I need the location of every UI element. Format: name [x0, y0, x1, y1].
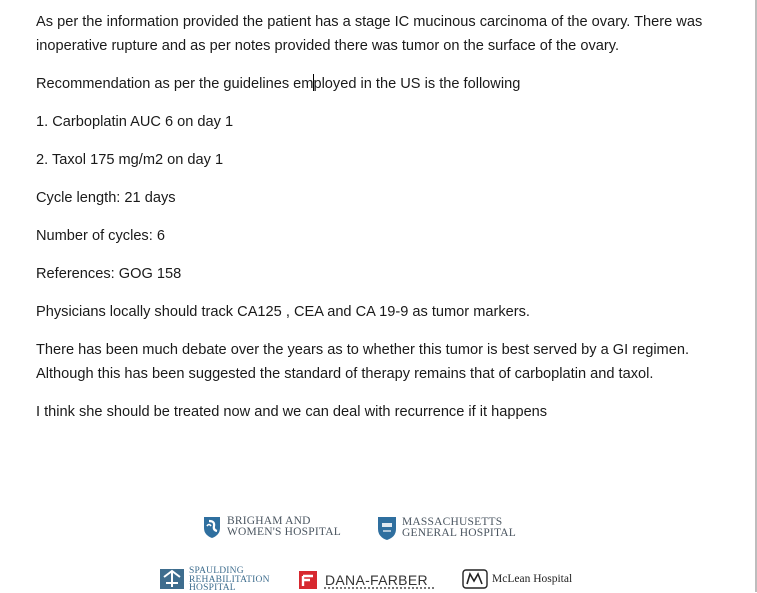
brigham-logo	[201, 515, 341, 539]
paragraph-item-2: 2. Taxol 175 mg/m2 on day 1	[36, 152, 224, 168]
recommendation-text-start: Recommendation as per the guidelines em	[36, 76, 314, 92]
mclean-icon	[462, 569, 488, 589]
dana-farber-logo	[297, 570, 428, 590]
mclean-logo	[462, 569, 572, 589]
dana-farber-icon	[297, 570, 319, 590]
paragraph-references: References: GOG 158	[36, 266, 182, 282]
spaulding-line-2: REHABILITATION	[189, 574, 270, 585]
paragraph-tumor-markers: Physicians locally should track CA125 , CEA and CA 19-9 as tumor markers.	[36, 304, 530, 320]
spaulding-icon	[158, 567, 186, 591]
mgh-line-2: GENERAL HOSPITAL	[402, 527, 516, 539]
spaulding-logo-text	[189, 567, 270, 593]
paragraph-number-of-cycles: Number of cycles: 6	[36, 228, 165, 244]
document-body	[36, 10, 726, 424]
paragraph-recommendation	[36, 72, 726, 96]
spaulding-line-3: HOSPITAL	[189, 583, 236, 593]
brigham-line-1: BRIGHAM AND	[227, 515, 311, 527]
paragraph-debate: There has been much debate over the years as to whether this tumor is best served by a GI regimen. Although this has been suggested the standard of therapy remains that of carboplatin and taxol.	[36, 342, 689, 382]
spaulding-line-1: SPAULDING	[189, 566, 244, 576]
mgh-shield-icon	[376, 515, 398, 541]
paragraph-cycle-length: Cycle length: 21 days	[36, 190, 176, 206]
brigham-line-2: WOMEN'S HOSPITAL	[227, 526, 341, 538]
spaulding-logo	[158, 567, 270, 593]
brigham-logo-text	[227, 516, 341, 538]
mgh-logo-text	[402, 517, 516, 539]
mclean-name: McLean Hospital	[492, 573, 573, 585]
paragraph-item-1: 1. Carboplatin AUC 6 on day 1	[36, 114, 234, 130]
paragraph-closing: I think she should be treated now and we can deal with recurrence if it happens	[36, 404, 548, 420]
brigham-shield-icon	[201, 515, 223, 539]
mgh-logo	[376, 515, 516, 541]
mgh-line-1: MASSACHUSETTS	[402, 516, 503, 528]
dana-farber-subtitle-divider	[324, 587, 434, 593]
recommendation-text-end: ployed in the US is the following	[313, 76, 521, 92]
paragraph-intro: As per the information provided the patient has a stage IC mucinous carcinoma of the ovary. There was inoperative rupture and as per notes provided there was tumor on the surface of the ovary.	[36, 14, 703, 54]
dana-farber-name: DANA-FARBER	[325, 572, 428, 588]
